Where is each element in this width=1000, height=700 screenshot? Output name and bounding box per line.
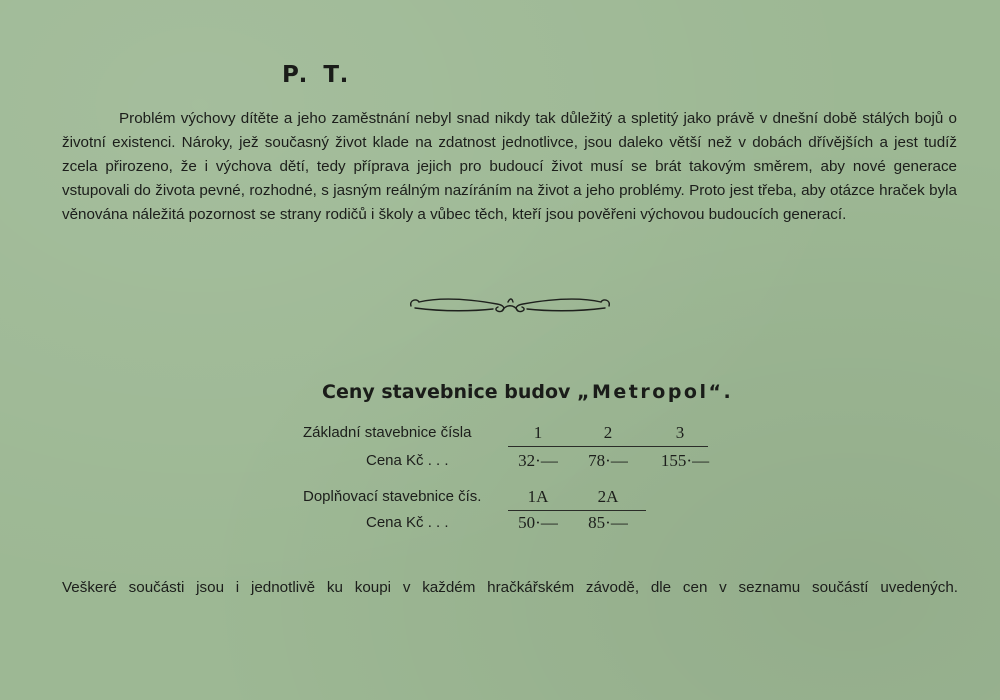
basic-set-number-2: 2 (603, 423, 613, 442)
basic-price-label: Cena Kč . . . (366, 452, 449, 469)
intro-paragraph: Problém výchovy dítěte a jeho zaměstnání nebyl snad nikdy tak důležitý a spletitý jako právě v dnešní době stálých bojů o životní existenci. Nároky, jež současný život klade na zdatnost jednotlivce, jsou daleko větší než v dobách dřívějších a jest tudíž zcela přirozeno, že i výchova dětí, tedy příprava jejich pro budoucí život musí se brát takovým směrem, aby nové generace vstupovali do života pevné, rozhodné, s jasným reálným nazíráním na život a jeho problémy. Proto jest třeba, aby otázce hraček byla věnována náležitá pozornost se strany rodičů i školy a vůbec těch, kteří jsou pověřeni výchovou budoucích generací. (62, 110, 957, 223)
supplementary-set-number-2a: 2A (597, 487, 619, 506)
basic-price-1: 32·— (518, 451, 558, 470)
supplementary-set-number-1a: 1A (527, 487, 549, 506)
page-heading: P. T. (282, 62, 353, 88)
basic-set-underline (508, 446, 708, 447)
basic-price-3: 155·— (660, 451, 710, 470)
basic-price-2: 78·— (588, 451, 628, 470)
price-title-brand: „Metropol“. (577, 381, 734, 403)
supplementary-price-2a: 85·— (588, 513, 628, 532)
basic-set-label: Základní stavebnice čísla (303, 424, 472, 441)
basic-set-number-3: 3 (675, 423, 685, 442)
supplementary-price-label: Cena Kč . . . (366, 514, 449, 531)
supplementary-price-1a: 50·— (518, 513, 558, 532)
footer-note: Veškeré součásti jsou i jednotlivě ku koupi v každém hračkářském závodě, dle cen v seznamu součástí uvedených. (62, 579, 958, 596)
price-title-prefix: Ceny stavebnice budov (322, 381, 578, 403)
supplementary-set-underline (508, 510, 646, 511)
supplementary-set-label: Doplňovací stavebnice čís. (303, 488, 482, 505)
basic-set-number-1: 1 (533, 423, 543, 442)
price-list-title (322, 381, 733, 403)
decorative-flourish-icon (405, 292, 615, 316)
